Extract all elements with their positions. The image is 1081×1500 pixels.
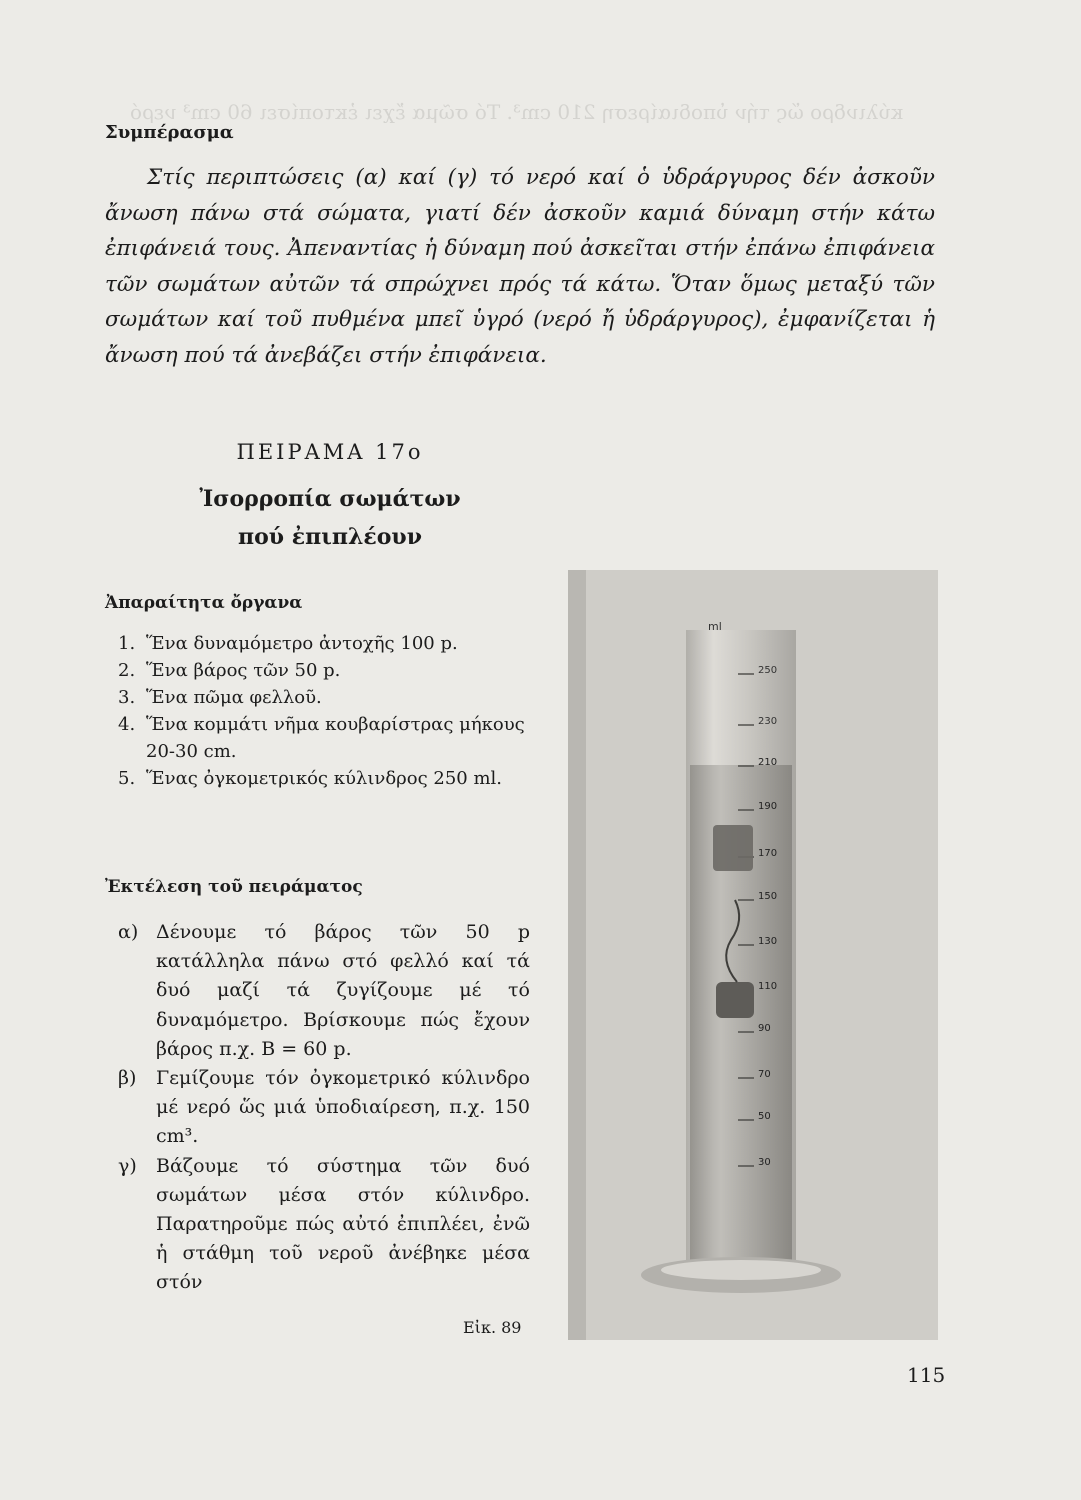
scale-label: 210 [758, 757, 778, 768]
item-text: Ἕνα βάρος τῶν 50 p. [146, 660, 341, 681]
step-marker: γ) [118, 1154, 137, 1177]
item-text: Ἕνας ὀγκομετρικός κύλινδρος 250 ml. [146, 768, 503, 789]
execution-steps [118, 918, 530, 1298]
item-number: 5. [118, 768, 136, 789]
list-item [118, 765, 528, 792]
list-item [118, 657, 528, 684]
graduated-cylinder-illustration [568, 570, 938, 1340]
bleed-through-text: κύλινδρο ὥς τήν ὑποδιαίρεση 210 cm³. Τό σῶμα ἔχει ἐκτοπίσει 60 cm³ νερό [130, 100, 904, 124]
required-equipment-list [118, 630, 528, 792]
list-item [118, 711, 528, 765]
scale-label: 70 [758, 1069, 771, 1080]
conclusion-heading: Συμπέρασμα [105, 122, 234, 143]
item-text: Ἕνα δυναμόμετρο ἀντοχῆς 100 p. [146, 633, 458, 654]
step-item [118, 918, 530, 1064]
figure-caption: Εἰκ. 89 [463, 1318, 522, 1337]
experiment-title: ΠΕΙΡΑΜΑ 17ο [236, 440, 424, 464]
scale-label: 190 [758, 801, 778, 812]
figure-photo [568, 570, 938, 1340]
item-number: 4. [118, 714, 136, 735]
experiment-subtitle [150, 480, 510, 556]
step-marker: β) [118, 1067, 137, 1090]
scale-label: 110 [758, 981, 778, 992]
execution-heading: Ἐκτέλεση τοῦ πειράματος [105, 877, 363, 897]
required-equipment-heading: Ἀπαραίτητα ὄργανα [105, 593, 303, 613]
item-number: 2. [118, 660, 136, 681]
scale-label: 170 [758, 848, 778, 859]
scale-label: 50 [758, 1111, 771, 1122]
conclusion-paragraph [105, 160, 935, 373]
item-number: 1. [118, 633, 136, 654]
scale-label: 90 [758, 1023, 771, 1034]
item-number: 3. [118, 687, 136, 708]
step-item [118, 1064, 530, 1152]
scale-label: 230 [758, 716, 778, 727]
step-text: Δένουμε τό βάρος τῶν 50 p κατάλληλα πάνω στό φελλό καί τά δυό μαζί τά ζυγίζουμε μέ τό δυναμόμετρο. Βρίσκουμε πώς ἔχουν βάρος π.χ. B = 60 p. [156, 921, 530, 1060]
scale-label: 150 [758, 891, 778, 902]
step-marker: α) [118, 921, 139, 943]
list-item [118, 684, 528, 711]
scale-label: 130 [758, 936, 778, 947]
step-text: Γεμίζουμε τόν ὀγκομετρικό κύλινδρο μέ νερό ὥς μιά ὑποδιαίρεση, π.χ. 150 cm³. [156, 1067, 530, 1148]
list-item [118, 630, 528, 657]
scale-label: 250 [758, 665, 778, 676]
scale-label: 30 [758, 1157, 771, 1168]
conclusion-text: Στίς περιπτώσεις (α) καί (γ) τό νερό καί ὁ ὑδράργυρος δέν ἀσκοῦν ἄνωση πάνω στά σώματα, γιατί δέν ἀσκοῦν καμιά δύναμη στήν κάτω ἐπιφάνειά τους. Ἀπεναντίας ἡ δύναμη πού ἀσκεῖται στήν ἐπάνω ἐπιφάνεια τῶν σωμάτων αὐτῶν τά σπρώχνει πρός τά κάτω. Ὅταν ὅμως μεταξύ τῶν σωμάτων καί τοῦ πυθμένα μπεῖ ὑγρό (νερό ἤ ὑδράργυρος), ἐμφανίζεται ἡ ἄνωση πού τά ἀνεβάζει στήν ἐπιφάνεια. [105, 165, 935, 368]
subtitle-line-1: Ἰσορροπία σωμάτων [199, 486, 461, 512]
subtitle-line-2: πού ἐπιπλέουν [238, 524, 422, 550]
step-text: Βάζουμε τό σύστημα τῶν δυό σωμάτων μέσα στόν κύλινδρο. Παρατηροῦμε πώς αὐτό ἐπιπλέει, ἐνῶ ἡ στάθμη τοῦ νεροῦ ἀνέβηκε μέσα στόν [156, 1154, 530, 1294]
page-number: 115 [907, 1363, 946, 1387]
scale-unit-label: ml [708, 620, 722, 633]
step-item [118, 1152, 530, 1298]
item-text: Ἕνα κομμάτι νῆμα κουβαρίστρας μήκους 20-30 cm. [146, 714, 525, 762]
item-text: Ἕνα πῶμα φελλοῦ. [146, 687, 322, 708]
